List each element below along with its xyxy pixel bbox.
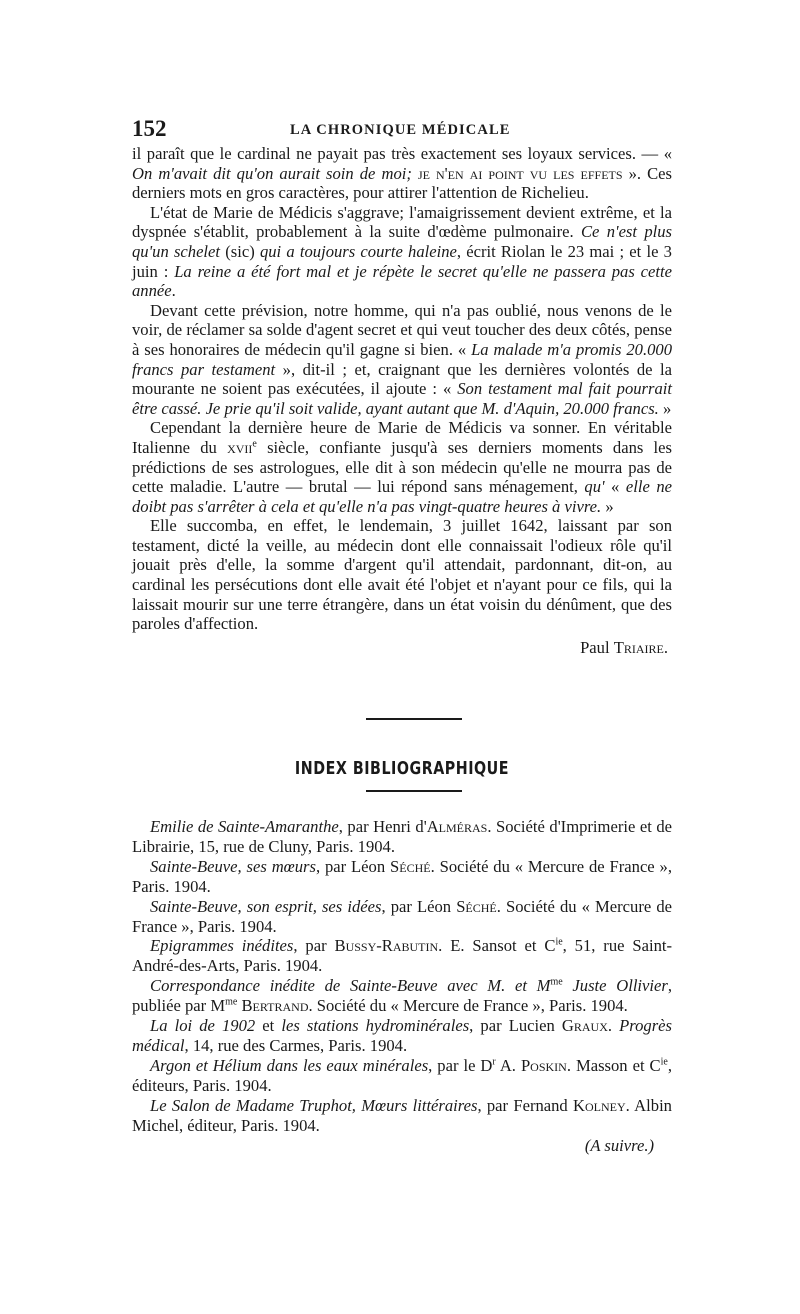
text-run: ». Ces derniers mots en gros caractères, pour attirer l'attention de Richelieu. (132, 163, 672, 203)
entry-author: Bertrand (241, 996, 309, 1016)
italic-quote: elle ne doibt pas s'arrêter à cela et qu'elle n'a pas vingt-quatre heures à vivre. (132, 477, 673, 516)
bibliography-entry (132, 976, 672, 1016)
entry-author: Graux (561, 1016, 608, 1036)
text-run: . Société du « Mercure de France », Paris. 1904. (132, 896, 672, 936)
small-caps-quote: je n'en ai point vu les effets (417, 163, 623, 183)
bibliography-list (132, 817, 672, 1155)
text-run: , écrit Riolan le 23 mai ; et le 3 juin : (132, 241, 672, 281)
text-run: », dit-il ; et, craignant que les dernières volontés de la mourante ne soient pas exécutées, il ajoute : « (132, 359, 672, 399)
entry-author: Séché (456, 896, 497, 916)
running-title: LA CHRONIQUE MÉDICALE (290, 122, 511, 138)
entry-title: les stations hydrominérales (281, 1016, 470, 1036)
signature-first-name: Paul (580, 637, 614, 657)
entry-title: Sainte-Beuve, ses mœurs (150, 856, 316, 876)
entry-title: Sainte-Beuve, son esprit, ses idées (150, 896, 382, 916)
entry-title: Emilie de Sainte-Amaranthe (150, 817, 339, 836)
text-run: . Albin Michel, éditeur, Paris. 1904. (132, 1095, 672, 1135)
page-number: 152 (132, 116, 167, 141)
century-numeral: xvii (227, 437, 253, 457)
paragraph (132, 203, 672, 301)
text-run: « (604, 477, 626, 497)
superscript: me (225, 996, 238, 1008)
text-run: L'état de Marie de Médicis s'aggrave; l'amaigrissement devient extrême, et la dyspnée s'établit, probablement à la suite d'œdème pulmonaire. (132, 202, 672, 242)
bibliography-entry (132, 817, 672, 857)
heading-underline (366, 790, 462, 792)
article-body (132, 144, 672, 657)
text-run: siècle, confiante jusqu'à ses derniers moments dans les prédictions de ses astrologues, elle dit à son médecin qu'elle ne mourra pas de cette maladie. L'autre — brutal — lui répond sans ménagement, (132, 437, 672, 497)
paragraph: Elle succomba, en effet, le lendemain, 3 juillet 1642, laissant par son testament, dicté la veille, au médecin dont elle connaissait l'odieux rôle qu'il jouait près d'elle, la somme d'argent qu'il attendait, pardonnant, dit-on, au cardinal les persécutions dont elle avait été l'objet et n'ayant pour ce fils, qui la laissait mourir sur une terre étrangère, dans un état voisin du dénûment, que des paroles d'affection. (132, 516, 672, 634)
text-run: . (171, 281, 176, 301)
text-run: , par le D (428, 1055, 493, 1075)
entry-title: Le Salon de Madame Truphot, Mœurs littéraires (150, 1095, 478, 1115)
entry-title: Argon et Hélium dans les eaux minérales (150, 1055, 429, 1075)
text-run: . E. Sansot et C (438, 936, 556, 956)
entry-author: Séché (390, 856, 431, 876)
text-run: Devant cette prévision, notre homme, qui n'a pas oublié, nous venons de le voir, de réclamer sa solde d'agent secret et qui veut toucher des deux côtés, pense à ses honoraires de médecin qu'il gagne si bien. « (132, 300, 672, 359)
entry-title: Juste Ollivier (562, 976, 668, 996)
italic-quote: Son testament mal fait pourrait être cassé. Je prie qu'il soit valide, ayant autant que M. d'Aquin, 20.000 francs. (132, 379, 672, 418)
text-run: , par Henri d' (338, 817, 427, 836)
text-run: » (658, 398, 672, 418)
entry-author: Alméras (426, 817, 488, 836)
text-run: , publiée par M (132, 976, 672, 1016)
italic-quote: Ce n'est plus qu'un schelet (132, 222, 672, 261)
signature-last-name: Triaire. (613, 637, 668, 657)
text-run: A. (495, 1055, 521, 1075)
paragraph (132, 144, 672, 203)
text-run: Cependant la dernière heure de Marie de Médicis va sonner. En véritable Italienne du (132, 418, 672, 457)
text-run: il paraît que le cardinal ne payait pas très exactement ses loyaux services. — « (132, 144, 672, 163)
entry-title: Epigrammes inédites (150, 936, 294, 956)
entry-author: Poskin (520, 1055, 567, 1075)
text-run: . Société du « Mercure de France », Paris. 1904. (132, 856, 672, 896)
index-heading: INDEX BIBLIOGRAPHIQUE (294, 758, 510, 779)
bibliography-entry (132, 897, 672, 937)
text-run: (sic) (220, 241, 260, 261)
text-run: . Masson et C (566, 1055, 661, 1075)
superscript: me (550, 976, 563, 988)
bibliography-entry (132, 936, 672, 976)
italic-quote: La malade m'a promis 20.000 francs par testament (132, 339, 673, 379)
text-run: . (607, 1016, 620, 1036)
text-run: » (601, 496, 614, 516)
bibliography-entry (132, 1016, 672, 1056)
entry-title: Correspondance inédite de Sainte-Beuve avec M. et M (150, 976, 551, 996)
entry-title: La loi de 1902 (150, 1016, 256, 1036)
text-run: , 14, rue des Carmes, Paris. 1904. (184, 1035, 408, 1055)
entry-author: Bussy-Rabutin (334, 936, 439, 956)
bibliography-entry (132, 1056, 672, 1096)
text-run: , 51, rue Saint-André-des-Arts, Paris. 1904. (132, 936, 673, 976)
to-be-continued (132, 1136, 672, 1156)
text-run: , par Lucien (469, 1016, 562, 1036)
italic-quote: qu' (584, 477, 605, 497)
bibliography-entry (132, 857, 672, 897)
superscript: ie (555, 936, 563, 948)
paragraph (132, 418, 672, 516)
italic-quote: On m'avait dit qu'on aurait soin de moi (132, 163, 407, 183)
text-run: et (255, 1016, 282, 1036)
text-run: , par Léon (381, 896, 457, 916)
superscript: r (492, 1056, 496, 1068)
text-run: , éditeurs, Paris. 1904. (132, 1055, 672, 1095)
text-run: , par Fernand (477, 1095, 574, 1115)
page-header (132, 116, 670, 146)
text-run: ; (406, 163, 418, 183)
italic-quote: La reine a été fort mal et je répète le secret qu'elle ne passera pas cette année (132, 261, 672, 301)
text-run: , par (293, 936, 335, 956)
italic-quote: qui a toujours courte haleine (259, 241, 457, 261)
continued-note: (A suivre.) (584, 1135, 654, 1155)
text-run: , par Léon (315, 856, 391, 876)
entry-author: Kolney (573, 1095, 626, 1115)
superscript: ie (660, 1056, 668, 1068)
superscript: e (252, 438, 257, 450)
text-run: . Société d'Imprimerie et de Librairie, 15, rue de Cluny, Paris. 1904. (132, 817, 672, 856)
text-run: . Société du « Mercure de France », Paris. 1904. (308, 996, 628, 1016)
author-signature (132, 638, 672, 658)
paragraph (132, 301, 672, 419)
section-divider (366, 718, 462, 720)
entry-title: Progrès médical (132, 1016, 672, 1055)
bibliography-entry (132, 1096, 672, 1136)
